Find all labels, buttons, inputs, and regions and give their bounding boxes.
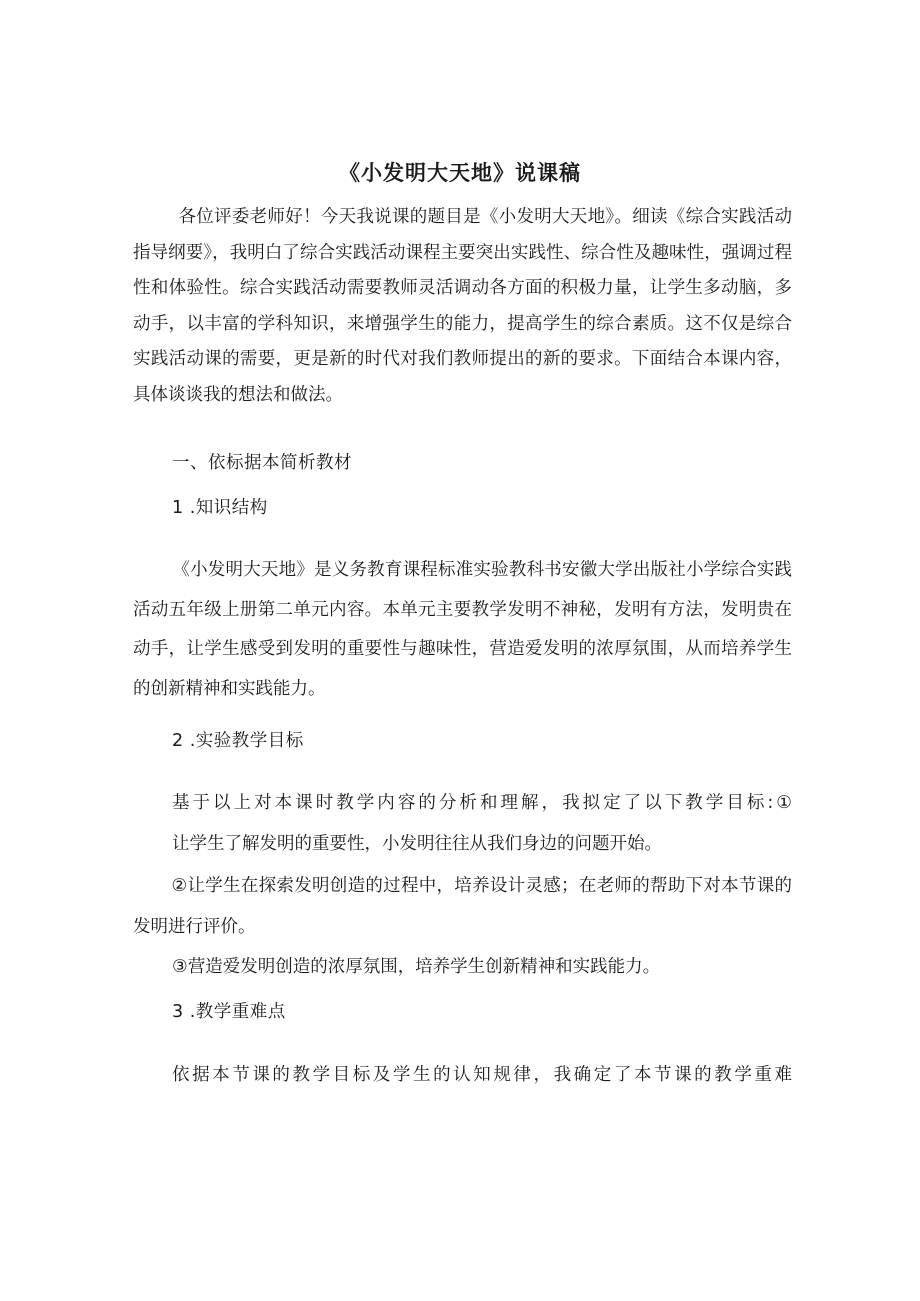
teaching-goals-intro: 基于以上对本课时教学内容的分析和理解，我拟定了以下教学目标:① — [172, 793, 792, 813]
section-heading: 一、依标据本简析教材 — [172, 453, 352, 473]
goal-2: ②让学生在探索发明创造的过程中，培养设计灵感；在老师的帮助下对本节课的发明进行评价。 — [133, 876, 792, 937]
subsection-heading-key-points: 3 .教学重难点 — [172, 1002, 286, 1022]
intro-paragraph: 各位评委老师好！今天我说课的题目是《小发明大天地》。细读《综合实践活动指导纲要》，我明白了综合实践活动课程主要突出实践性、综合性及趣味性，强调过程性和体验性。综合实践活动需要教师灵活调动各方面的积极力量，让学生多动脑，多动手，以丰富的学科知识，来增强学生的能力，提高学生的综合素质。这不仅是综合实践活动课的需要，更是新的时代对我们教师提出的新的要求。下面结合本课内容，具体谈谈我的想法和做法。 — [133, 207, 792, 405]
key-points-paragraph: 依据本节课的教学目标及学生的认知规律，我确定了本节课的教学重难 — [172, 1065, 792, 1085]
knowledge-structure-paragraph: 《小发明大天地》是义务教育课程标准实验教科书安徽大学出版社小学综合实践活动五年级上册第二单元内容。本单元主要教学发明不神秘，发明有方法，发明贵在动手，让学生感受到发明的重要性与趣味性，营造爱发明的浓厚氛围，从而培养学生的创新精神和实践能力。 — [133, 560, 792, 699]
goal-1: 让学生了解发明的重要性，小发明往往从我们身边的问题开始。 — [172, 834, 662, 854]
subsection-heading-knowledge-structure: 1 .知识结构 — [172, 498, 268, 518]
document-title: 《小发明大天地》说课稿 — [339, 161, 581, 185]
goal-3: ③营造爱发明创造的浓厚氛围，培养学生创新精神和实践能力。 — [172, 957, 661, 977]
subsection-heading-teaching-goals: 2 .实验教学目标 — [172, 731, 304, 751]
